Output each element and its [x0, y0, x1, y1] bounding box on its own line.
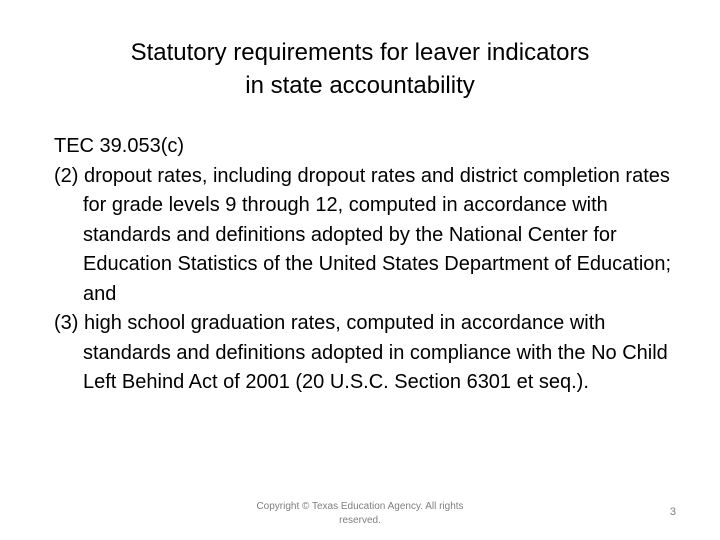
- slide-title-line-1: Statutory requirements for leaver indicators: [130, 39, 590, 66]
- slide-title-line-2: in state accountability: [245, 72, 475, 99]
- slide-title: [60, 36, 660, 102]
- statute-item-dropout-rates: (2) dropout rates, including dropout rates and district completion rates for grade levels 9 through 12, computed in accordance with standards and definitions adopted by the National Center for Education Statistics of the United States Department of Education; and: [54, 164, 672, 305]
- page-number: 3: [669, 506, 676, 518]
- statute-reference: TEC 39.053(c): [54, 135, 185, 157]
- slide-body: [54, 132, 674, 398]
- statute-item-graduation-rates: (3) high school graduation rates, computed in accordance with standards and definitions adopted in compliance with the No Child Left Behind Act of 2001 (20 U.S.C. Section 6301 et seq.).: [54, 312, 668, 393]
- copyright-footer: Copyright © Texas Education Agency. All rights reserved.: [256, 501, 464, 526]
